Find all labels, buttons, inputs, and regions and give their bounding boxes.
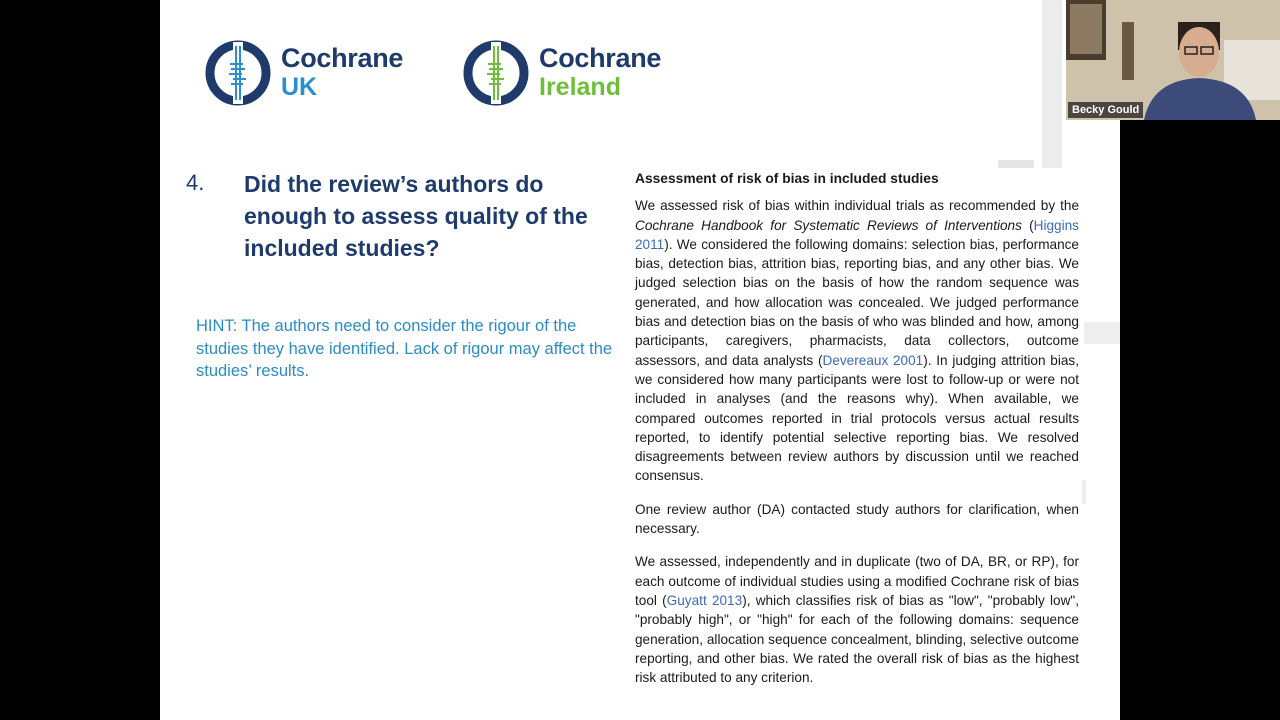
- citation-link-higgins[interactable]: Higgins 2011: [635, 217, 1079, 252]
- document-paragraph-2: One review author (DA) contacted study authors for clarification, when necessary.: [635, 501, 1079, 537]
- p1-text-a: We assessed risk of bias within individual trials as recommended by the: [635, 198, 1079, 214]
- document-excerpt: [630, 165, 1085, 720]
- presentation-slide: [160, 0, 1120, 720]
- question-number: 4.: [186, 170, 205, 195]
- citation-link-devereaux[interactable]: Devereaux 2001: [822, 352, 924, 368]
- decorative-bar: [1084, 322, 1120, 344]
- document-paragraph-1: [635, 196, 1079, 485]
- cochrane-ireland-emblem-icon: [463, 40, 529, 106]
- video-strip-background: [1120, 120, 1280, 720]
- cochrane-uk-logo: [205, 40, 403, 106]
- p3-text-b: ), which classifies risk of bias as "low", "probably low", "probably high", or "high" for each of the following domains: sequence generation, allocation sequence concealment, blinding, selective outcome reporting, and other bias. We rated the overall risk of bias as the highest risk attributed to any criterion.: [635, 592, 1079, 686]
- document-paragraph-3: [635, 552, 1079, 687]
- p1-text-d: ). In judging attrition bias, we considered how many participants were lost to follow-up or were not included in analyses (and the reasons why). When available, we compared outcomes reported in trial protocols versus actual results reported, to identify potential selective reporting bias. We resolved disagreements between review authors by discussion until we reached consensus.: [635, 352, 1079, 484]
- question-text: Did the review’s authors do enough to assess quality of the included studies?: [244, 171, 588, 261]
- cochrane-ireland-logo: [463, 40, 661, 106]
- cochrane-ireland-brand: Cochrane: [539, 43, 662, 73]
- p1-text-c: ). We considered the following domains: selection bias, performance bias, detection bias, attrition bias, reporting bias, and any other bias. We judged selection bias on the basis of how the random sequence was generated, and how allocation was concealed. We judged performance bias and detection bias on the basis of who was blinded and how, among participants, caregivers, pharmacists, data collectors, outcome assessors, and data analysts (: [635, 236, 1079, 368]
- p1-handbook-title: Cochrane Handbook for Systematic Reviews of Interventions: [635, 217, 1022, 233]
- hint-text: HINT: The authors need to consider the rigour of the studies they have identified. Lack of rigour may affect the studies’ results.: [196, 317, 613, 380]
- cochrane-uk-emblem-icon: [205, 40, 271, 106]
- cochrane-uk-brand: Cochrane: [281, 43, 404, 73]
- p3-text-a: We assessed, independently and in duplicate (two of DA, BR, or RP), for each outcome of individual studies using a modified Cochrane risk of bias tool (: [635, 554, 1079, 608]
- p1-text-b: (: [1021, 217, 1034, 233]
- cochrane-ireland-sub: Ireland: [539, 73, 621, 101]
- cochrane-uk-sub: UK: [281, 73, 318, 101]
- participant-name-label: Becky Gould: [1068, 102, 1143, 118]
- participant-video-tile[interactable]: [1066, 0, 1280, 120]
- document-heading: Assessment of risk of bias in included studies: [635, 171, 939, 186]
- citation-link-guyatt[interactable]: Guyatt 2013: [666, 592, 743, 608]
- decorative-bar: [1042, 0, 1062, 168]
